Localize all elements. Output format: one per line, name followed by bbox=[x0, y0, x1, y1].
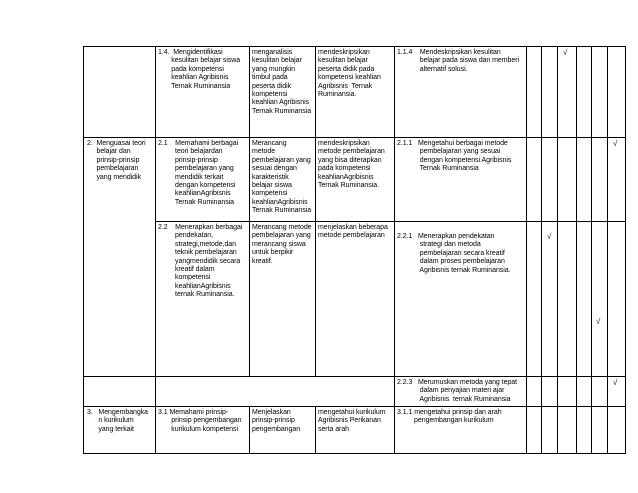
target-cell: 2.1.1 Mengetahui berbagai metode pembelajaran yang sesuai dengan kompetensi Agribisnis Ternak Ruminansia bbox=[397, 140, 512, 173]
activity-cell: menganalisis kesulitan belajar yang mungkin timbul pada peserta didik kompetensi keahlian Agribisnis Ternak Ruminansia bbox=[252, 49, 312, 115]
indicator-cell: 1.4. Mengidentifikasi kesulitan belajar siswa pada kompetensi keahlian Agribisnis Ternak Ruminansia bbox=[158, 49, 241, 90]
indicator-cell: 3.1 Memahami prinsip- prinsip pengembangan kurikulum kompetensi bbox=[158, 409, 242, 433]
column-divider bbox=[315, 406, 316, 453]
table-border bbox=[83, 46, 84, 453]
table-border bbox=[83, 453, 626, 454]
indicator-cell: 2.1 Memahami berbagai teori belajardan prinsip-prinsip pembelajaran yang mendidik terkait dengan kompetensi keahlianAgribisnis Ternak Ruminansia bbox=[158, 140, 239, 206]
target-cell: 3.1.1 mengetahui prinsip dan arah pengembangan kurikulum bbox=[397, 409, 502, 425]
table-border bbox=[625, 46, 626, 453]
check-mark: √ bbox=[596, 317, 601, 326]
column-divider bbox=[557, 46, 558, 453]
table-border bbox=[83, 46, 626, 47]
method-cell: mengetahui kurikulum Agribisnis Perikanan serta arah bbox=[318, 409, 386, 433]
activity-cell: Menjelaskan prinsip-prinsip pengembangan bbox=[252, 409, 301, 433]
competency-cell: 2. Menguasai teori belajar dan prinsip-prinsip pembelajaran yang mendidik bbox=[87, 140, 146, 181]
target-cell: 2.2.1 Menerapkan pendekatan strategi dan metoda pembelajaran secara kreatif dalam proses pembelajaran Agribisnis ternak Ruminansia. bbox=[397, 233, 511, 274]
competency-cell: 3. Mengembangka n kurikulum yang terkait bbox=[87, 409, 149, 433]
column-divider bbox=[394, 46, 395, 453]
row-divider bbox=[155, 221, 626, 222]
method-cell: mendeskripsikan metode pembelajaran yang bisa diterapkan pada kompetensi keahlianAgribisnis Ternak Ruminansia. bbox=[318, 140, 385, 190]
check-mark: √ bbox=[547, 232, 552, 241]
column-divider bbox=[249, 406, 250, 453]
target-cell: 1.1.4 Mendeskripsikan kesulitan belajar pada siswa dan memberi alternatif solusi. bbox=[397, 49, 520, 73]
indicator-cell: 2.2 Menerapkan berbagai pendekatan, strategi,metode,dan teknik pembelajaran yangmendidik secara kreatif dalam kompetensi keahlianAgribisnis ternak Ruminansia. bbox=[158, 224, 243, 299]
row-divider bbox=[83, 406, 626, 407]
check-mark: √ bbox=[613, 378, 618, 387]
column-divider bbox=[155, 46, 156, 453]
activity-cell: Merancang metode pembelajaran yang sesuai dengan karakteristik belajar siswa kompetensi keahlianAgribisnis Ternak Ruminansia bbox=[252, 140, 312, 215]
method-cell: mendeskripsikan kesulitan belajar peserta didik pada kompetensi keahlian Agribisnis Ternak Ruminansia. bbox=[318, 49, 381, 99]
column-divider bbox=[607, 46, 608, 453]
check-mark: √ bbox=[613, 139, 618, 148]
target-cell: 2.2.3 Merumuskan metoda yang tepat dalam penyajian materi ajar Agribisnis ternak Ruminansia bbox=[397, 379, 517, 403]
column-divider bbox=[576, 46, 577, 453]
activity-cell: Merancang metode pembelajaran yang merancang siswa untuk berpikir kreatif. bbox=[252, 224, 312, 265]
column-divider bbox=[249, 46, 250, 376]
column-divider bbox=[591, 46, 592, 453]
column-divider bbox=[541, 46, 542, 453]
check-mark: √ bbox=[563, 48, 568, 57]
row-divider bbox=[83, 376, 626, 377]
column-divider bbox=[315, 46, 316, 376]
column-divider bbox=[526, 46, 527, 453]
row-divider bbox=[83, 137, 626, 138]
method-cell: menjelaskan beberapa metode pembelajaran bbox=[318, 224, 388, 240]
